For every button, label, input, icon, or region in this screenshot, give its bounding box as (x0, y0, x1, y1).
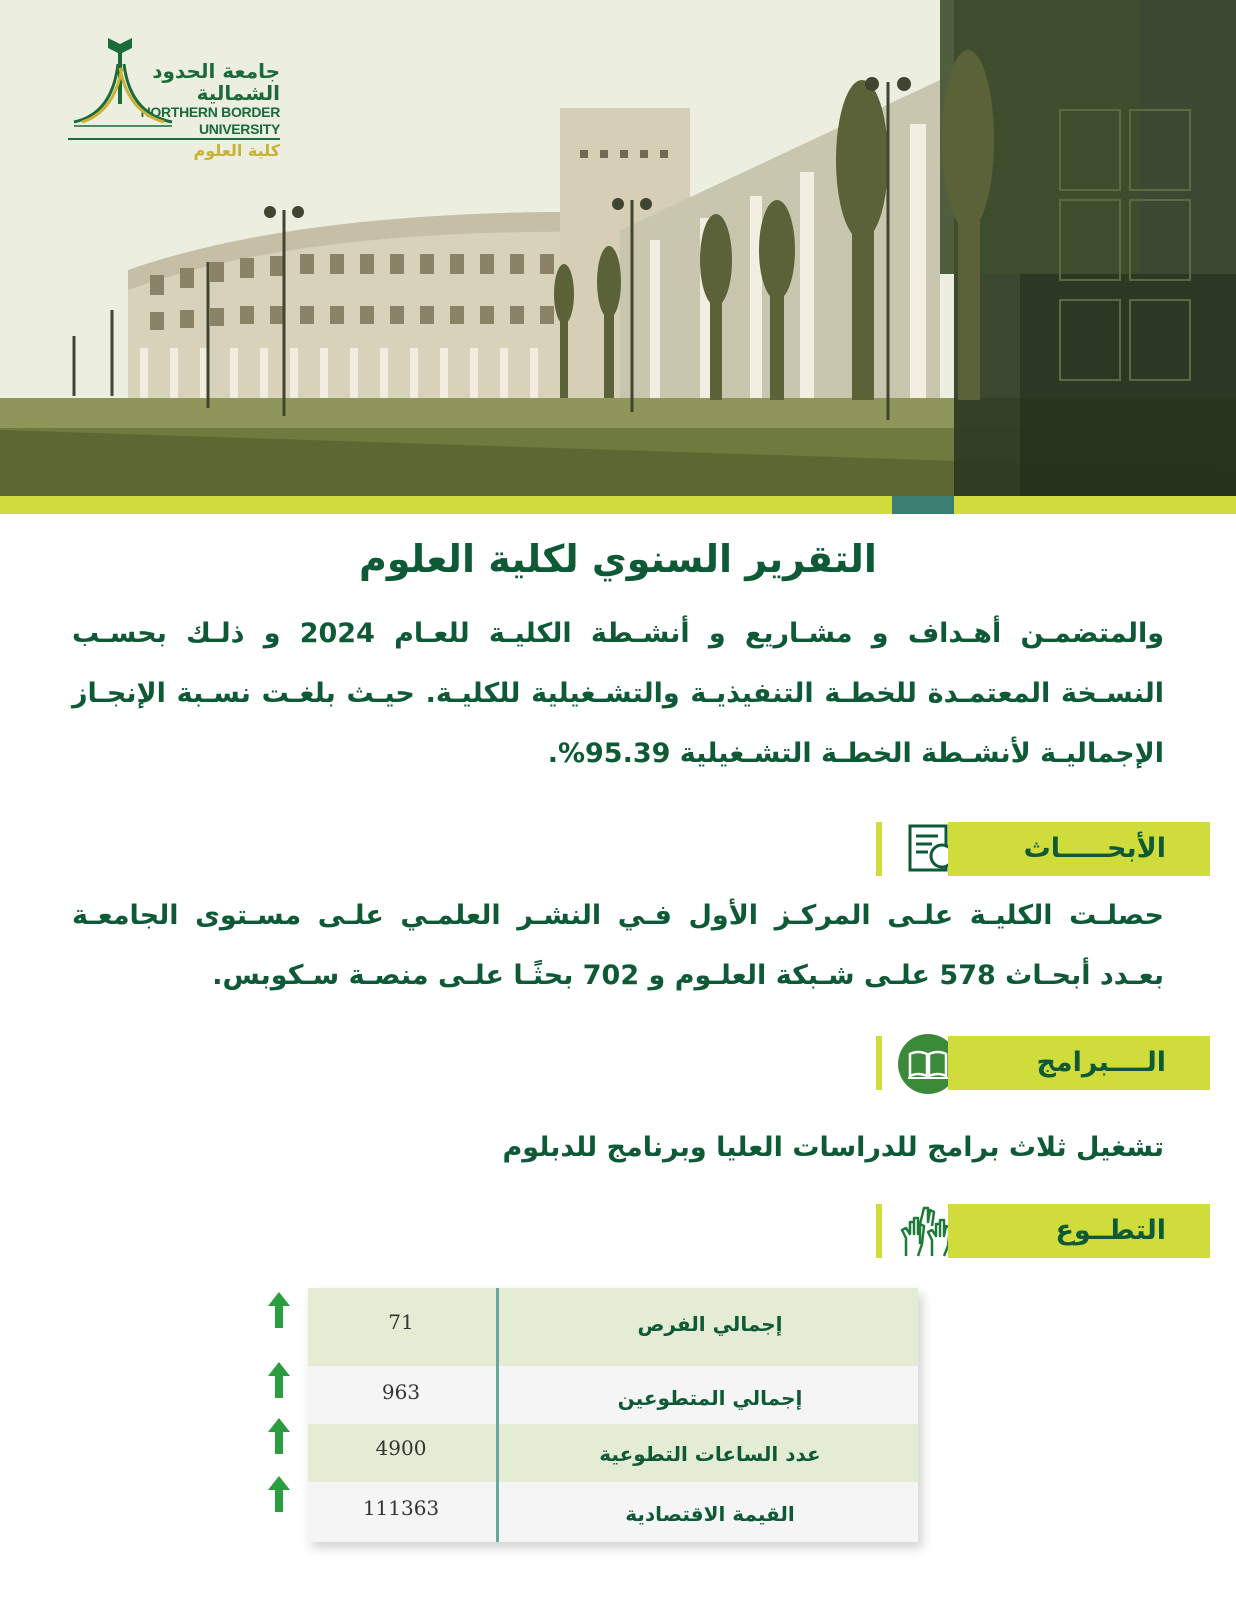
logo-college-name: كلية العلوم (193, 141, 280, 160)
volunteering-heading-bar (948, 1204, 1210, 1258)
table-row (308, 1288, 918, 1366)
stat-label: إجمالي الفرص (637, 1312, 783, 1336)
table-row (308, 1366, 918, 1424)
table-row (308, 1424, 918, 1482)
stat-value: 963 (381, 1380, 421, 1404)
programs-heading-bar (948, 1036, 1210, 1090)
up-arrow-icon (268, 1362, 290, 1398)
hero-campus-photo (0, 0, 1236, 496)
hero-bottom-strip (0, 496, 1236, 514)
volunteering-heading-tick (876, 1204, 882, 1258)
programs-heading-tick (876, 1036, 882, 1090)
stat-value: 4900 (375, 1436, 427, 1460)
research-heading-bar (948, 822, 1210, 876)
volunteering-stats-table (308, 1288, 918, 1542)
university-logo (68, 34, 408, 160)
stat-value: 71 (388, 1310, 414, 1334)
report-title: التقرير السنوي لكلية العلوم (359, 537, 877, 581)
volunteering-heading: التطــوع (1055, 1215, 1166, 1246)
research-heading: الأبحـــــاث (1023, 833, 1166, 864)
research-heading-tick (876, 822, 882, 876)
hero-bottom-accent (892, 496, 954, 514)
research-text: حصلـت الكليـة علـى المركـز الأول فـي النشـر العلمـي علـى مسـتوى الجامعـة بعـدد أبحـاث 578 علـى شـبكة العلـوم و 702 بحثًـا علـى منصـة سـكوبس. (72, 900, 1164, 991)
up-arrow-icon (268, 1418, 290, 1454)
logo-arabic-name: جامعة الحدود الشمالية (152, 59, 280, 105)
up-arrow-icon (268, 1476, 290, 1512)
stat-label: عدد الساعات التطوعية (599, 1442, 821, 1466)
stat-label: القيمة الاقتصادية (625, 1502, 795, 1526)
university-emblem-icon (68, 34, 178, 130)
programs-text: تشغيل ثلاث برامج للدراسات العليا وبرنامج للدبلوم (502, 1132, 1164, 1163)
programs-heading: الــــبرامج (1036, 1047, 1166, 1078)
logo-english-name: NORTHERN BORDER UNIVERSITY (68, 104, 280, 140)
stat-label: إجمالي المتطوعين (617, 1386, 803, 1410)
stat-value: 111363 (362, 1496, 440, 1520)
report-intro: والمتضمـن أهـداف و مشـاريع و أنشـطة الكليـة للعـام 2024 و ذلـك بحسـب النسـخة المعتمـدة للخطـة التنفيذيـة والتشـغيلية للكليـة. حيـث بلغـت نسـبة الإنجـاز الإجماليـة لأنشـطة الخطـة التشـغيلية 95.39%. (72, 618, 1165, 769)
up-arrow-icon (268, 1292, 290, 1328)
table-row (308, 1482, 918, 1542)
table-column-divider (496, 1288, 499, 1542)
